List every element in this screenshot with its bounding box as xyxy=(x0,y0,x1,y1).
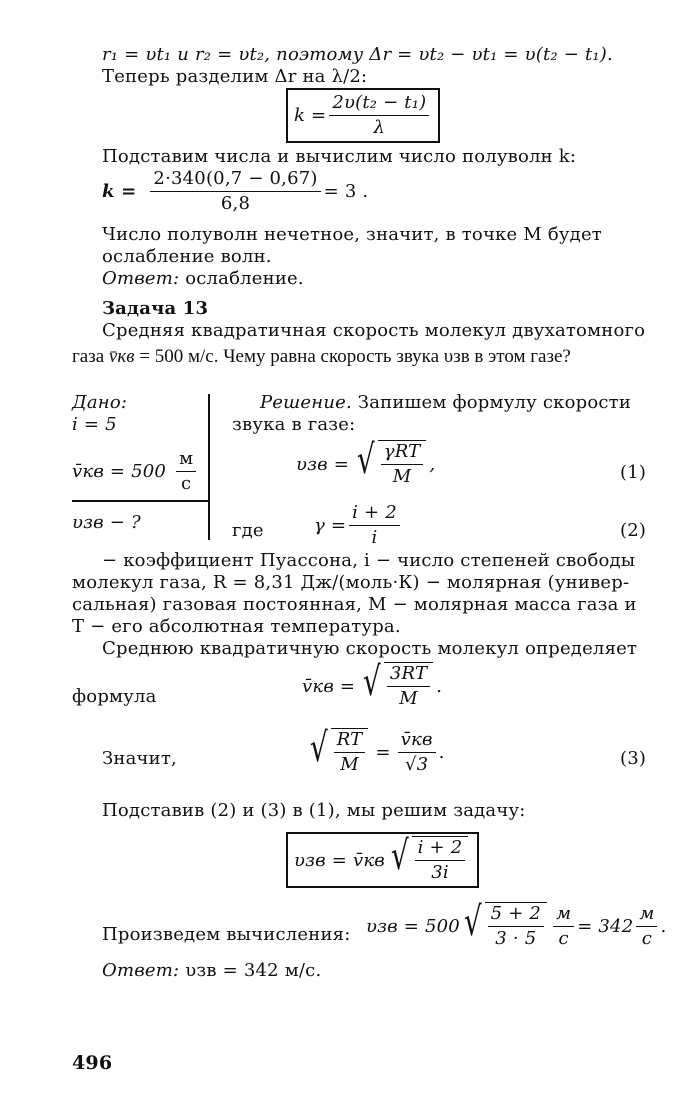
explanation-1: − коэффициент Пуассона, i − число степеней свободы xyxy=(102,550,636,571)
equation-3-number: (3) xyxy=(620,748,647,769)
compute-denominator: 3 · 5 xyxy=(495,928,537,949)
calc-lhs: k = xyxy=(102,181,137,202)
equation-1 xyxy=(296,437,436,488)
answer-2-label: Ответ: xyxy=(102,960,180,981)
given-v-unit-den: с xyxy=(181,473,192,494)
eq3-equals: = xyxy=(375,741,391,763)
compute-numerator: 5 + 2 xyxy=(488,903,544,927)
answer-1-label: Ответ: xyxy=(102,268,180,289)
task-13-text-2-b: = 500 м/с. Чему равна скорость звука υзв в этом газе? xyxy=(139,346,571,367)
equation-1-number: (1) xyxy=(620,462,647,483)
compute-unit-num: м xyxy=(553,903,574,927)
solution-line-2: звука в газе: xyxy=(232,414,356,435)
page-number: 496 xyxy=(72,1052,113,1074)
mean-numerator: 3RT xyxy=(387,663,430,687)
compute-unit-den: с xyxy=(558,927,569,949)
boxed-k-denominator: λ xyxy=(373,117,386,138)
calc-result: = 3 . xyxy=(323,181,369,202)
compute-result: = 342 xyxy=(577,915,634,937)
mean-lhs: v̄кв = xyxy=(302,675,356,697)
explanation-4: T − его абсолютная температура. xyxy=(72,616,401,637)
task-13-text-2-a: газа xyxy=(72,346,105,367)
final-formula-box xyxy=(286,832,479,888)
answer-1 xyxy=(102,268,304,289)
explanation-2: молекул газа, R = 8,31 Дж/(моль·К) − молярная (универ- xyxy=(72,572,630,593)
explanation-3: сальная) газовая постоянная, M − молярная масса газа и xyxy=(72,594,637,615)
task-13-var: v̄кв xyxy=(108,346,135,367)
mean-speed-text: Среднюю квадратичную скорость молекул определяет xyxy=(102,638,638,659)
formula-label: формула xyxy=(72,686,157,707)
boxed-k-lhs: k = xyxy=(294,105,327,126)
eq2-numerator: i + 2 xyxy=(349,502,400,526)
mean-denominator: M xyxy=(399,688,418,709)
task-13-text-2 xyxy=(72,346,571,368)
eq2-denominator: i xyxy=(371,527,378,548)
given-v xyxy=(72,448,199,495)
compute-formula xyxy=(366,899,667,950)
eq1-numerator: γRT xyxy=(381,441,424,465)
eq2-lhs: γ = xyxy=(314,515,347,536)
eq1-lhs: υзв = xyxy=(296,453,350,475)
divide-line: Теперь разделим Δr на λ/2: xyxy=(102,66,368,87)
given-v-text: v̄кв = 500 xyxy=(72,461,167,482)
conclusion-line-1: Число полуволн нечетное, значит, в точке M будет xyxy=(102,224,602,245)
sqrt-icon: √ xyxy=(363,659,382,705)
mean-tail: . xyxy=(436,675,443,697)
eq3-tail: . xyxy=(438,741,445,763)
mean-speed-formula xyxy=(302,659,443,710)
equation-2 xyxy=(314,502,403,549)
sqrt-icon: √ xyxy=(463,899,482,945)
boxed-k-numerator: 2υ(t₂ − t₁) xyxy=(329,92,429,116)
final-denominator: 3i xyxy=(431,862,449,883)
task-13-title: Задача 13 xyxy=(102,298,209,319)
k-calculation xyxy=(102,168,368,215)
given-vertical-divider xyxy=(208,394,210,540)
eq1-tail: , xyxy=(429,453,436,475)
eq3-denominator-2: √3 xyxy=(404,753,429,775)
compute-text: Произведем вычисления: xyxy=(102,924,351,945)
task-13-text-1: Средняя квадратичная скорость молекул двухатомного xyxy=(102,320,646,341)
hence-label: Значит, xyxy=(102,748,177,769)
answer-1-text: ослабление. xyxy=(179,268,304,289)
solution-line-1 xyxy=(260,392,631,413)
given-v-unit-num: м xyxy=(176,448,196,472)
given-divider xyxy=(72,500,208,502)
compute-unit2-num: м xyxy=(636,903,657,927)
compute-unit2-den: с xyxy=(641,927,653,949)
solution-text-1: Запишем формулу скорости xyxy=(351,392,632,413)
final-lhs: υзв = v̄кв xyxy=(294,849,385,871)
sqrt-icon: √ xyxy=(390,833,409,879)
conclusion-line-2: ослабление волн. xyxy=(102,246,272,267)
substitute-line: Подставим числа и вычислим число полуволн k: xyxy=(102,146,577,167)
calc-denominator: 6,8 xyxy=(220,193,251,214)
eq3-numerator-1: RT xyxy=(334,729,366,753)
sqrt-icon: √ xyxy=(356,437,375,483)
equation-3 xyxy=(306,725,445,776)
answer-2 xyxy=(102,960,321,981)
equation-2-number: (2) xyxy=(620,520,647,541)
kinematics-line: r₁ = υt₁ и r₂ = υt₂, поэтому Δr = υt₂ − υt₁ = υ(t₂ − t₁). xyxy=(102,44,613,65)
compute-tail: . xyxy=(660,915,667,937)
where-label: где xyxy=(232,520,264,541)
eq1-denominator: M xyxy=(392,466,412,487)
final-numerator: i + 2 xyxy=(415,837,466,861)
find-line: υзв − ? xyxy=(72,512,141,533)
calc-numerator: 2·340(0,7 − 0,67) xyxy=(150,168,320,192)
given-label: Дано: xyxy=(72,392,128,413)
given-i: i = 5 xyxy=(72,414,117,435)
substitution-text: Подставив (2) и (3) в (1), мы решим задачу: xyxy=(102,800,526,821)
eq3-numerator-2: v̄кв xyxy=(398,729,436,753)
eq3-denominator-1: M xyxy=(340,754,359,775)
sqrt-icon: √ xyxy=(309,725,328,771)
compute-lhs: υзв = 500 xyxy=(366,915,460,937)
solution-label: Решение. xyxy=(260,392,352,413)
boxed-k-formula xyxy=(286,88,440,143)
answer-2-text: υзв = 342 м/с. xyxy=(179,960,322,981)
